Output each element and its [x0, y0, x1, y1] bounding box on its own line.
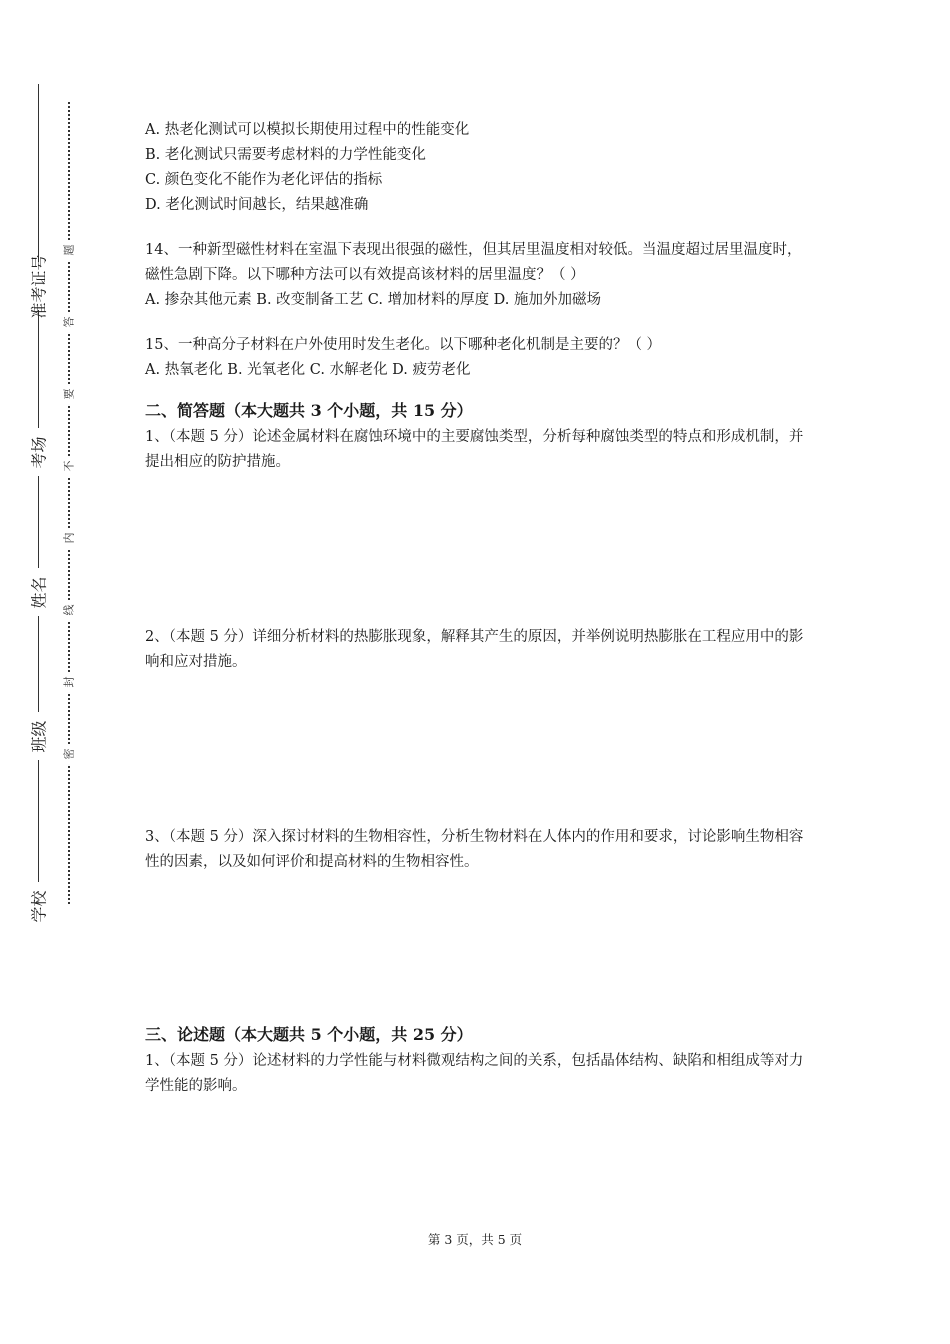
- q14-stem: 14、一种新型磁性材料在室温下表现出很强的磁性，但其居里温度相对较低。当温度超过居里温度时，磁性急剧下降。以下哪种方法可以有效提高该材料的居里温度？（ ）: [145, 242, 802, 283]
- seal-char: 要: [58, 384, 78, 404]
- seal-char: 线: [58, 600, 78, 620]
- seal-char: 不: [58, 456, 78, 476]
- binding-solid-line: [38, 84, 39, 924]
- page-content: [145, 118, 810, 1099]
- section3-question: 1、（本题 5 分）论述材料的力学性能与材料微观结构之间的关系，包括晶体结构、缺陷和相组成等对力学性能的影响。: [145, 1053, 804, 1094]
- q15-options: A. 热氧老化 B. 光氧老化 C. 水解老化 D. 疲劳老化: [145, 362, 471, 378]
- q13-option-d: D. 老化测试时间越长，结果越准确: [145, 197, 369, 213]
- section2-question: 1、（本题 5 分）论述金属材料在腐蚀环境中的主要腐蚀类型，分析每种腐蚀类型的特点和形成机制，并提出相应的防护措施。: [145, 429, 804, 470]
- q13-options: [145, 118, 810, 218]
- exam-room-label: 考场: [22, 428, 54, 476]
- section2-title: 二、简答题（本大题共 3 个小题，共 15 分）: [145, 401, 473, 420]
- section2-question: 3、（本题 5 分）深入探讨材料的生物相容性，分析生物材料在人体内的作用和要求，讨论影响生物相容性的因素，以及如何评价和提高材料的生物相容性。: [145, 829, 804, 870]
- name-label: 姓名: [22, 568, 54, 616]
- answer-space: [145, 475, 810, 625]
- answer-space: [145, 675, 810, 825]
- seal-char: 答: [58, 312, 78, 332]
- q13-option-c: C. 颜色变化不能作为老化评估的指标: [145, 172, 383, 188]
- q14-options: A. 掺杂其他元素 B. 改变制备工艺 C. 增加材料的厚度 D. 施加外加磁场: [145, 292, 602, 308]
- seal-char: 密: [58, 744, 78, 764]
- section2-question: 2、（本题 5 分）详细分析材料的热膨胀现象，解释其产生的原因，并举例说明热膨胀在工程应用中的影响和应对措施。: [145, 629, 804, 670]
- binding-margin: [0, 0, 100, 1344]
- q13-option-b: B. 老化测试只需要考虑材料的力学性能变化: [145, 147, 426, 163]
- seal-dotted-line: [68, 102, 70, 904]
- q13-option-a: A. 热老化测试可以模拟长期使用过程中的性能变化: [145, 122, 470, 138]
- class-label: 班级: [22, 712, 54, 760]
- seal-char: 题: [58, 240, 78, 260]
- seal-char: 封: [58, 672, 78, 692]
- school-label: 学校: [22, 882, 54, 930]
- exam-id-label: 准考证号: [22, 262, 54, 310]
- section3-title: 三、论述题（本大题共 5 个小题，共 25 分）: [145, 1025, 473, 1044]
- seal-char: 内: [58, 528, 78, 548]
- q15-stem: 15、一种高分子材料在户外使用时发生老化。以下哪种老化机制是主要的？（ ）: [145, 337, 662, 353]
- answer-space: [145, 875, 810, 1021]
- page-number: 第 3 页，共 5 页: [427, 1232, 523, 1247]
